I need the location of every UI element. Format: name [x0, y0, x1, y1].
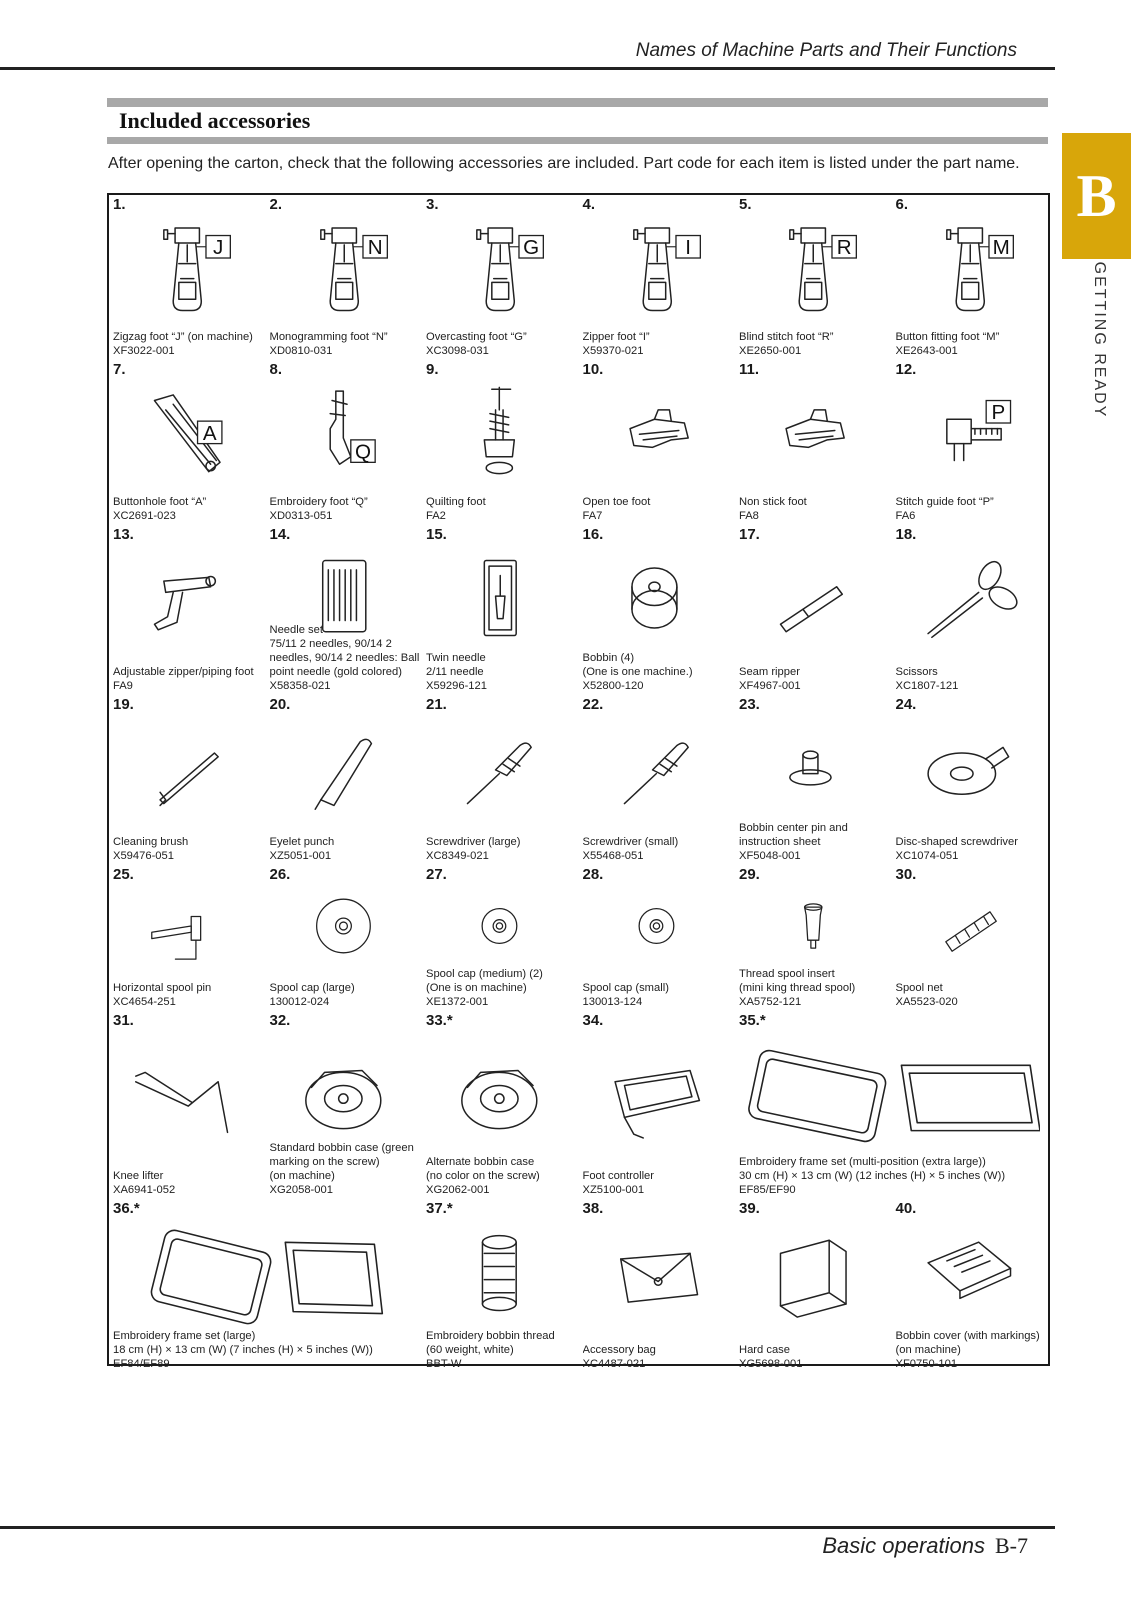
item-caption: [270, 623, 421, 693]
section-bar-top: [107, 98, 1048, 107]
item-caption: [739, 967, 890, 1009]
accessory-item: [109, 360, 266, 525]
item-detail: (mini king thread spool): [739, 982, 856, 994]
item-caption: [583, 1169, 734, 1197]
item-caption: [739, 821, 890, 863]
item-detail: EF84/EF89: [113, 1358, 170, 1370]
item-number: 10.: [582, 361, 604, 378]
accessory-item: [266, 195, 423, 360]
item-detail: FA2: [426, 510, 446, 522]
item-name: Screwdriver (large): [426, 836, 521, 848]
item-detail: (One is on machine): [426, 982, 527, 994]
item-name: Embroidery foot “Q”: [269, 496, 368, 508]
item-detail: XE1372-001: [426, 996, 489, 1008]
accessory-item: [735, 195, 892, 360]
item-name: Button fitting foot “M”: [895, 331, 1000, 343]
foot-letter-label: N: [367, 236, 383, 260]
accessory-item: [735, 695, 892, 865]
item-detail: (no color on the screw): [426, 1170, 540, 1182]
footer-rule: [0, 1526, 1055, 1529]
item-caption: [739, 1343, 890, 1371]
spool-cap-large-icon: [274, 885, 415, 967]
embroidery-foot-icon: [274, 380, 415, 481]
accessory-item: [266, 865, 423, 1011]
item-number: 31.: [113, 1012, 134, 1029]
item-caption: [113, 1329, 420, 1371]
open-toe-foot-icon: [587, 380, 728, 481]
foot-controller-icon: [587, 1031, 728, 1155]
item-number: 24.: [895, 696, 917, 713]
item-caption: [896, 1329, 1047, 1371]
item-detail: XC3098-031: [426, 345, 489, 357]
item-number: 15.: [426, 526, 447, 543]
item-name: Overcasting foot “G”: [426, 331, 527, 343]
item-detail: needles, 90/14 2 needles: Ball: [269, 652, 420, 664]
accessory-item: [109, 195, 266, 360]
accessory-item: [579, 865, 736, 1011]
spool-net-icon: [900, 885, 1041, 967]
item-detail: (on machine): [895, 1344, 961, 1356]
item-detail: X59296-121: [426, 680, 487, 692]
item-number: 26.: [269, 866, 291, 883]
item-number: 38.: [582, 1200, 604, 1217]
accessory-item: [892, 360, 1049, 525]
seam-ripper-icon: [743, 545, 884, 651]
item-number: 36.*: [113, 1200, 140, 1217]
item-name: Embroidery frame set (large): [113, 1330, 256, 1342]
section-title: Included accessories: [119, 108, 311, 133]
item-name: Embroidery bobbin thread: [426, 1330, 555, 1342]
thread-spool-insert-icon: [743, 885, 884, 967]
item-number: 17.: [739, 526, 760, 543]
accessory-item: [579, 1199, 736, 1373]
item-detail: X59476-051: [113, 850, 174, 862]
accessories-table: [107, 193, 1050, 1370]
item-detail: XF3022-001: [113, 345, 175, 357]
item-number: 22.: [582, 696, 604, 713]
item-number: 9.: [426, 361, 439, 378]
item-detail: X58358-021: [269, 680, 331, 692]
item-name: Foot controller: [582, 1170, 655, 1182]
item-caption: [739, 330, 890, 358]
item-name: Screwdriver (small): [582, 836, 679, 848]
embroidery-frame-large-icon: [117, 1219, 414, 1329]
item-number: 19.: [113, 696, 134, 713]
item-caption: [583, 1343, 734, 1371]
item-number: 37.*: [426, 1200, 453, 1217]
section-intro: After opening the carton, check that the following accessories are included. Part code for each item is listed under the part name.: [108, 155, 1020, 172]
item-caption: [896, 495, 1047, 523]
accessory-item: [266, 1011, 423, 1199]
accessory-item: [266, 360, 423, 525]
item-name: Horizontal spool pin: [113, 982, 212, 994]
item-detail: FA6: [895, 510, 916, 522]
item-caption: [113, 495, 264, 523]
header-rule: [0, 67, 1055, 70]
item-name: Stitch guide foot “P”: [895, 496, 994, 508]
buttonhole-foot-icon: [117, 380, 258, 481]
item-name: Standard bobbin case (green: [269, 1142, 414, 1154]
item-number: 5.: [739, 196, 752, 213]
bobbin-thread-icon: [430, 1219, 571, 1329]
item-number: 32.: [269, 1012, 291, 1029]
item-caption: [426, 1329, 577, 1371]
item-caption: [270, 330, 421, 358]
item-number: 4.: [582, 196, 596, 213]
item-name: Quilting foot: [426, 496, 486, 508]
item-caption: [113, 665, 264, 693]
item-name: Cleaning brush: [113, 836, 189, 848]
item-detail: XF5048-001: [739, 850, 801, 862]
item-caption: [583, 981, 734, 1009]
accessory-item: [579, 195, 736, 360]
item-caption: [896, 981, 1047, 1009]
foot-letter-label: I: [684, 236, 691, 260]
item-number: 14.: [269, 526, 291, 543]
item-number: 2.: [269, 196, 283, 213]
accessory-item: [892, 195, 1049, 360]
item-name: Zigzag foot “J” (on machine): [113, 331, 253, 343]
accessory-item: [422, 1011, 579, 1199]
item-caption: [426, 835, 577, 863]
item-detail: XG2062-001: [426, 1184, 490, 1196]
page-footer: [822, 1533, 1028, 1559]
item-number: 6.: [895, 196, 909, 213]
item-detail: XA6941-052: [113, 1184, 176, 1196]
item-caption: [583, 835, 734, 863]
item-number: 30.: [895, 866, 917, 883]
item-caption: [270, 1141, 421, 1197]
item-number: 12.: [895, 361, 917, 378]
quilting-foot-icon: [430, 380, 571, 481]
foot-letter-label: J: [213, 236, 224, 260]
accessory-item: [422, 695, 579, 865]
blind-stitch-foot-icon: [743, 215, 884, 316]
embroidery-frame-xl-icon: [743, 1031, 1040, 1155]
item-name: Scissors: [895, 666, 938, 678]
item-number: 21.: [426, 696, 447, 713]
accessory-item: [109, 525, 266, 695]
item-caption: [426, 967, 577, 1009]
foot-letter-label: P: [990, 401, 1005, 425]
accessory-item: [579, 1011, 736, 1199]
item-number: 27.: [426, 866, 447, 883]
accessory-item: [579, 360, 736, 525]
item-detail: XF0750-101: [895, 1358, 958, 1370]
item-detail: FA9: [113, 680, 133, 692]
item-detail: XD0313-051: [269, 510, 333, 522]
item-detail: (60 weight, white): [426, 1344, 514, 1356]
chapter-letter: B: [1076, 162, 1117, 229]
zipper-foot-icon: [587, 215, 728, 316]
accessory-item: [892, 1199, 1049, 1373]
item-name: Embroidery frame set (multi-position (extra large)): [739, 1156, 986, 1168]
accessory-item: [579, 525, 736, 695]
footer-section: Basic operations: [822, 1533, 985, 1558]
item-caption: [113, 981, 264, 1009]
item-name: Bobbin (4): [582, 652, 635, 664]
item-number: 33.*: [426, 1012, 453, 1029]
item-detail: XC4487-021: [582, 1358, 646, 1370]
item-caption: [426, 495, 577, 523]
accessory-item: [892, 865, 1049, 1011]
item-number: 13.: [113, 526, 134, 543]
item-detail: FA7: [582, 510, 603, 522]
item-name: Adjustable zipper/piping foot: [113, 666, 254, 678]
accessory-item: [735, 360, 892, 525]
item-detail: point needle (gold colored): [269, 666, 402, 678]
accessories-grid: [109, 195, 1048, 1370]
accessory-item: [266, 525, 423, 695]
item-number: 3.: [426, 196, 439, 213]
cleaning-brush-icon: [117, 715, 258, 821]
accessory-item: [579, 695, 736, 865]
item-name: Buttonhole foot “A”: [113, 496, 207, 508]
item-number: 1.: [113, 196, 126, 213]
item-number: 34.: [582, 1012, 604, 1029]
page-number: B-7: [995, 1533, 1028, 1558]
foot-letter-label: R: [836, 236, 852, 260]
item-caption: [739, 495, 890, 523]
item-detail: (on machine): [269, 1170, 335, 1182]
chapter-tab: [1062, 133, 1131, 259]
item-detail: 18 cm (H) × 13 cm (W) (7 inches (H) × 5 inches (W)): [113, 1344, 373, 1356]
item-name: Alternate bobbin case: [426, 1156, 535, 1168]
accessory-item: [422, 865, 579, 1011]
foot-letter-label: G: [523, 236, 540, 260]
item-name: Non stick foot: [739, 496, 807, 508]
item-detail: (One is one machine.): [582, 666, 693, 678]
item-name: Needle set: [269, 624, 323, 636]
item-detail: XZ5100-001: [582, 1184, 645, 1196]
item-caption: [896, 835, 1047, 863]
item-detail: EF85/EF90: [739, 1184, 796, 1196]
item-number: 8.: [269, 361, 283, 378]
item-name: Seam ripper: [739, 666, 800, 678]
accessory-item: [109, 1011, 266, 1199]
item-name: Thread spool insert: [739, 968, 835, 980]
accessory-item: [266, 695, 423, 865]
item-caption: [113, 330, 264, 358]
item-caption: [270, 495, 421, 523]
accessory-item: [109, 695, 266, 865]
item-name: Blind stitch foot “R”: [739, 331, 834, 343]
foot-letter-label: Q: [354, 440, 371, 464]
item-caption: [583, 651, 734, 693]
item-name: Hard case: [739, 1344, 790, 1356]
item-caption: [270, 835, 421, 863]
overcasting-foot-icon: [430, 215, 571, 316]
item-caption: [426, 1155, 577, 1197]
item-number: 35.*: [739, 1012, 766, 1029]
item-detail: XC8349-021: [426, 850, 489, 862]
bobbin-center-pin-icon: [743, 715, 884, 821]
bobbin-icon: [587, 545, 728, 651]
item-detail: XE2643-001: [895, 345, 958, 357]
accessory-item: [422, 195, 579, 360]
item-name: Open toe foot: [582, 496, 651, 508]
item-caption: [426, 651, 577, 693]
accessory-item: [735, 525, 892, 695]
disc-screwdriver-icon: [900, 715, 1041, 821]
item-caption: [583, 330, 734, 358]
item-name: Eyelet punch: [269, 836, 335, 848]
item-detail: XG5698-001: [739, 1358, 803, 1370]
foot-letter-label: M: [992, 236, 1010, 260]
non-stick-foot-icon: [743, 380, 884, 481]
item-caption: [896, 330, 1047, 358]
item-detail: FA8: [739, 510, 759, 522]
item-name: Monogramming foot “N”: [269, 331, 388, 343]
accessory-item: [735, 865, 892, 1011]
item-caption: [739, 1155, 1046, 1197]
item-name: Bobbin cover (with markings): [895, 1330, 1040, 1342]
item-caption: [426, 330, 577, 358]
item-number: 29.: [739, 866, 760, 883]
piping-foot-icon: [117, 545, 258, 651]
section-bar-bottom: [107, 137, 1048, 144]
item-number: 40.: [895, 1200, 917, 1217]
item-detail: 130013-124: [582, 996, 643, 1008]
button-fitting-foot-icon: [900, 215, 1041, 316]
hard-case-icon: [743, 1219, 884, 1329]
item-name: Spool cap (large): [269, 982, 355, 994]
item-caption: [739, 665, 890, 693]
item-name: Zipper foot “I”: [582, 331, 650, 343]
item-caption: [896, 665, 1047, 693]
item-number: 28.: [582, 866, 604, 883]
accessory-item: [109, 865, 266, 1011]
bobbin-case-standard-icon: [274, 1031, 415, 1155]
item-name: Twin needle: [426, 652, 486, 664]
accessory-item: [892, 695, 1049, 865]
monogramming-foot-icon: [274, 215, 415, 316]
item-detail: XC2691-023: [113, 510, 176, 522]
item-caption: [113, 835, 264, 863]
item-number: 39.: [739, 1200, 760, 1217]
item-name: Disc-shaped screwdriver: [895, 836, 1018, 848]
accessory-item: [422, 1199, 579, 1373]
accessory-item: [422, 360, 579, 525]
item-name: Knee lifter: [113, 1170, 164, 1182]
item-number: 23.: [739, 696, 760, 713]
screwdriver-small-icon: [587, 715, 728, 821]
stitch-guide-foot-icon: [900, 380, 1041, 481]
eyelet-punch-icon: [274, 715, 415, 821]
item-detail: 130012-024: [269, 996, 330, 1008]
accessory-item: [892, 525, 1049, 695]
knee-lifter-icon: [117, 1031, 258, 1155]
spool-cap-small-icon: [587, 885, 728, 967]
item-name: Accessory bag: [582, 1344, 656, 1356]
bobbin-case-alternate-icon: [430, 1031, 571, 1155]
item-detail: 75/11 2 needles, 90/14 2: [269, 638, 392, 650]
item-detail: XE2650-001: [739, 345, 802, 357]
spool-cap-medium-icon: [430, 885, 571, 967]
item-detail: XZ5051-001: [269, 850, 332, 862]
item-detail: X52800-120: [582, 680, 644, 692]
item-detail: XA5523-020: [895, 996, 958, 1008]
accessory-item: [735, 1011, 1048, 1199]
item-detail: XA5752-121: [739, 996, 802, 1008]
item-detail: 2/11 needle: [426, 666, 484, 678]
item-number: 18.: [895, 526, 917, 543]
bobbin-cover-icon: [900, 1219, 1041, 1329]
horizontal-spool-pin-icon: [117, 885, 258, 967]
item-number: 20.: [269, 696, 291, 713]
foot-letter-label: A: [202, 421, 217, 445]
item-detail: BBT-W: [426, 1358, 462, 1370]
item-name: Bobbin center pin and: [739, 822, 848, 834]
item-detail: X55468-051: [582, 850, 644, 862]
zigzag-foot-icon: [117, 215, 258, 316]
item-detail: XC1074-051: [895, 850, 959, 862]
item-name: Spool cap (small): [582, 982, 669, 994]
item-detail: XD0810-031: [269, 345, 333, 357]
item-caption: [113, 1169, 264, 1197]
twin-needle-icon: [430, 545, 571, 651]
item-detail: XC1807-121: [895, 680, 959, 692]
item-detail: instruction sheet: [739, 836, 821, 848]
item-caption: [583, 495, 734, 523]
accessory-item: [735, 1199, 892, 1373]
item-caption: [270, 981, 421, 1009]
item-detail: 30 cm (H) × 13 cm (W) (12 inches (H) × 5 inches (W)): [739, 1170, 1006, 1182]
accessory-item: [109, 1199, 422, 1373]
item-number: 11.: [739, 361, 760, 378]
chapter-side-label: GETTING READY: [1091, 261, 1108, 419]
screwdriver-large-icon: [430, 715, 571, 821]
item-number: 16.: [582, 526, 604, 543]
item-detail: X59370-021: [582, 345, 644, 357]
item-detail: XF4967-001: [739, 680, 801, 692]
item-number: 25.: [113, 866, 134, 883]
item-name: Spool cap (medium) (2): [426, 968, 543, 980]
running-header-title: Names of Machine Parts and Their Functions: [635, 40, 1017, 61]
accessory-bag-icon: [587, 1219, 728, 1329]
item-detail: marking on the screw): [269, 1156, 380, 1168]
item-detail: XG2058-001: [269, 1184, 333, 1196]
item-number: 7.: [113, 361, 126, 378]
scissors-icon: [900, 545, 1041, 651]
accessory-item: [422, 525, 579, 695]
item-name: Spool net: [895, 982, 943, 994]
item-detail: XC4654-251: [113, 996, 176, 1008]
